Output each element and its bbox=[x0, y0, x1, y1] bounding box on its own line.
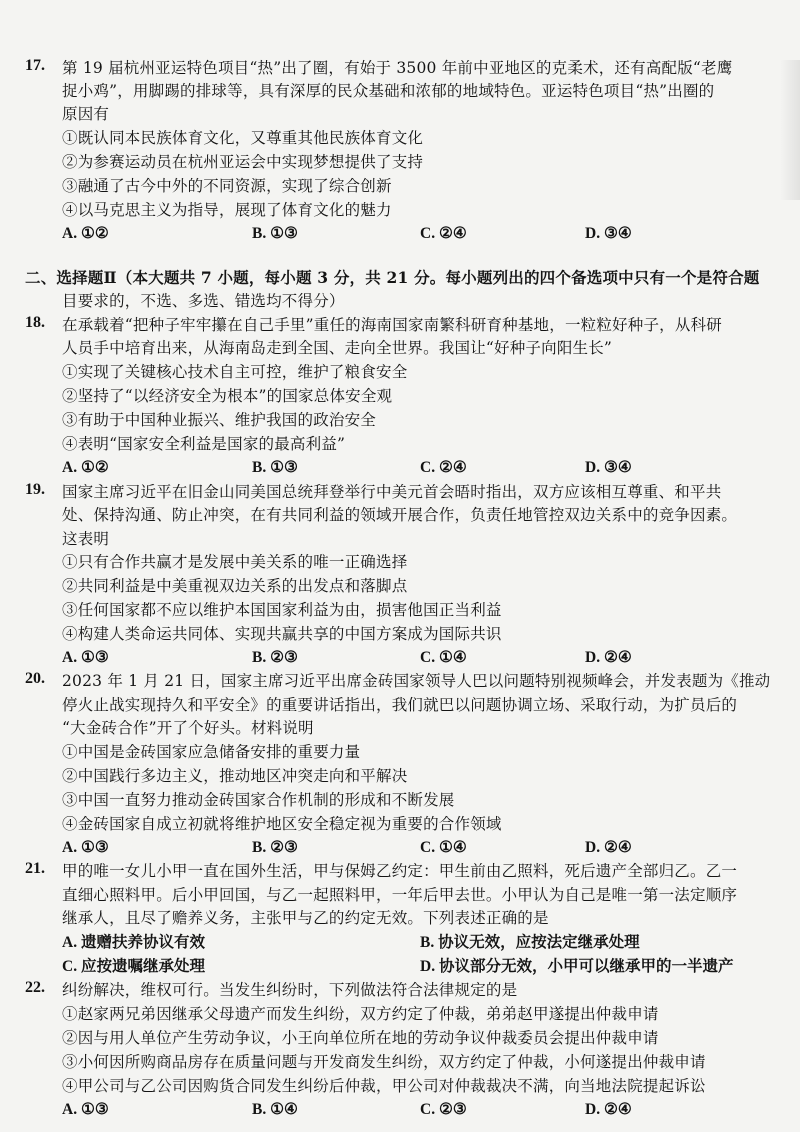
option-c: C. ②④ bbox=[420, 459, 467, 476]
statement-4: ④构建人类命运共同体、实现共赢共享的中国方案成为国际共识 bbox=[62, 625, 502, 643]
option-c: C. 应按遗嘱继承处理 bbox=[62, 958, 205, 975]
statement-3: ③有助于中国种业振兴、维护我国的政治安全 bbox=[62, 411, 377, 429]
question-text-line: 甲的唯一女儿小甲一直在国外生活，甲与保姆乙约定：甲生前由乙照料，死后遗产全部归乙。乙一 bbox=[62, 862, 738, 880]
option-d: D. ③④ bbox=[585, 459, 632, 476]
option-b: B. ①③ bbox=[252, 459, 298, 476]
option-b: B. ①③ bbox=[252, 225, 298, 242]
option-c: C. ②④ bbox=[420, 225, 467, 242]
option-a: A. ①② bbox=[62, 225, 109, 242]
question-number: 22. bbox=[25, 979, 45, 996]
option-c: C. ①④ bbox=[420, 839, 467, 856]
option-b: B. ②③ bbox=[252, 649, 298, 666]
question-text-line: 捉小鸡”，用脚踢的排球等，具有深厚的民众基础和浓郁的地域特色。亚运特色项目“热”出圈的 bbox=[62, 82, 715, 100]
statement-4: ④金砖国家自成立初就将维护地区安全稳定视为重要的合作领域 bbox=[62, 815, 502, 833]
statement-2: ②因与用人单位产生劳动争议，小王向单位所在地的劳动争议仲裁委员会提出仲裁申请 bbox=[62, 1029, 659, 1047]
statement-1: ①实现了关键核心技术自主可控，维护了粮食安全 bbox=[62, 363, 408, 381]
option-b: B. ①④ bbox=[252, 1101, 298, 1118]
statement-4: ④表明“国家安全利益是国家的最高利益” bbox=[62, 435, 346, 453]
option-a: A. ①③ bbox=[62, 839, 109, 856]
statement-3: ③小何因所购商品房存在质量问题与开发商发生纠纷，双方约定了仲裁，小何遂提出仲裁申请 bbox=[62, 1053, 706, 1071]
scan-shadow bbox=[780, 60, 800, 200]
option-a: A. ①③ bbox=[62, 1101, 109, 1118]
question-text-line: 人员手中培育出来，从海南岛走到全国、走向全世界。我国让“好种子向阳生长” bbox=[62, 339, 613, 357]
section-instructions: 目要求的，不选、多选、错选均不得分） bbox=[62, 292, 345, 310]
option-d: D. ③④ bbox=[585, 225, 632, 242]
option-d: D. ②④ bbox=[585, 839, 632, 856]
question-number: 21. bbox=[25, 860, 45, 877]
statement-4: ④以马克思主义为指导，展现了体育文化的魅力 bbox=[62, 201, 392, 219]
statement-2: ②为参赛运动员在杭州亚运会中实现梦想提供了支持 bbox=[62, 153, 424, 171]
statement-2: ②坚持了“以经济安全为根本”的国家总体安全观 bbox=[62, 387, 393, 405]
question-number: 20. bbox=[25, 670, 45, 687]
question-text-line: 这表明 bbox=[62, 530, 110, 548]
statement-2: ②共同利益是中美重视双边关系的出发点和落脚点 bbox=[62, 577, 408, 595]
option-a: A. ①② bbox=[62, 459, 109, 476]
question-text-line: 2023 年 1 月 21 日，国家主席习近平出席金砖国家领导人巴以问题特别视频峰会，并发表题为《推动 bbox=[62, 672, 771, 690]
question-text-line: “大金砖合作”开了个好头。材料说明 bbox=[62, 719, 314, 737]
option-a: A. 遗赠扶养协议有效 bbox=[62, 934, 205, 951]
question-number: 19. bbox=[25, 481, 45, 498]
statement-1: ①只有合作共赢才是发展中美关系的唯一正确选择 bbox=[62, 553, 408, 571]
question-text-line: 纠纷解决，维权可行。当发生纠纷时，下列做法符合法律规定的是 bbox=[62, 981, 518, 999]
statement-1: ①既认同本民族体育文化，又尊重其他民族体育文化 bbox=[62, 129, 424, 147]
option-d: D. ②④ bbox=[585, 1101, 632, 1118]
option-b: B. ②③ bbox=[252, 839, 298, 856]
question-text-line: 第 19 届杭州亚运特色项目“热”出了圈，有始于 3500 年前中亚地区的克柔术，还有高配版“老鹰 bbox=[62, 59, 733, 77]
question-text-line: 处、保持沟通、防止冲突，在有共同利益的领域开展合作，负责任地管控双边关系中的竞争因素。 bbox=[62, 506, 738, 524]
statement-4: ④甲公司与乙公司因购货合同发生纠纷后仲裁，甲公司对仲裁裁决不满，向当地法院提起诉讼 bbox=[62, 1077, 706, 1095]
question-number: 17. bbox=[25, 57, 45, 74]
question-text-line: 国家主席习近平在旧金山同美国总统拜登举行中美元首会晤时指出，双方应该相互尊重、和平共 bbox=[62, 483, 722, 501]
option-c: C. ②③ bbox=[420, 1101, 467, 1118]
option-d: D. 协议部分无效，小甲可以继承甲的一半遗产 bbox=[420, 958, 734, 975]
statement-3: ③中国一直努力推动金砖国家合作机制的形成和不断发展 bbox=[62, 791, 455, 809]
question-text-line: 停火止战实现持久和平安全》的重要讲话指出，我们就巴以问题协调立场、采取行动，为扩员后的 bbox=[62, 696, 738, 714]
statement-3: ③任何国家都不应以维护本国国家利益为由，损害他国正当利益 bbox=[62, 601, 502, 619]
option-c: C. ①④ bbox=[420, 649, 467, 666]
question-number: 18. bbox=[25, 314, 45, 331]
section-title: 二、选择题Ⅱ（本大题共 7 小题，每小题 3 分，共 21 分。每小题列出的四个备选项中只有一个是符合题 bbox=[25, 268, 760, 287]
statement-3: ③融通了古今中外的不同资源，实现了综合创新 bbox=[62, 177, 392, 195]
option-d: D. ②④ bbox=[585, 649, 632, 666]
option-b: B. 协议无效，应按法定继承处理 bbox=[420, 934, 640, 951]
statement-1: ①赵家两兄弟因继承父母遗产而发生纠纷，双方约定了仲裁，弟弟赵甲遂提出仲裁申请 bbox=[62, 1005, 659, 1023]
question-text-line: 在承载着“把种子牢牢攥在自己手里”重任的海南国家南繁科研育种基地，一粒粒好种子，从科研 bbox=[62, 316, 722, 334]
option-a: A. ①③ bbox=[62, 649, 109, 666]
statement-1: ①中国是金砖国家应急储备安排的重要力量 bbox=[62, 743, 361, 761]
question-text-line: 原因有 bbox=[62, 105, 110, 123]
question-text-line: 直细心照料甲。后小甲回国，与乙一起照料甲，一年后甲去世。小甲认为自己是唯一第一法定顺序 bbox=[62, 886, 738, 904]
question-text-line: 继承人，且尽了赡养义务，主张甲与乙的约定无效。下列表述正确的是 bbox=[62, 909, 549, 927]
statement-2: ②中国践行多边主义，推动地区冲突走向和平解决 bbox=[62, 767, 408, 785]
